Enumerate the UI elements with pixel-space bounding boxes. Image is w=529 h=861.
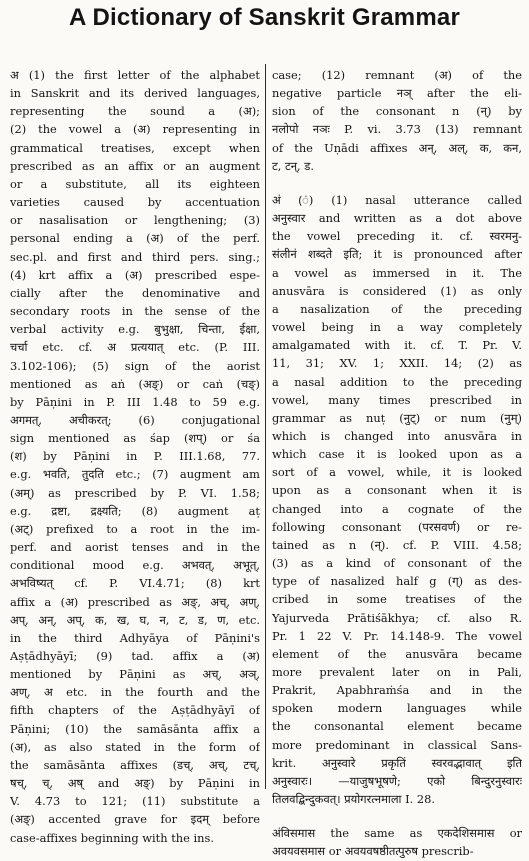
text-line: which is changed into anusvāra in xyxy=(272,428,522,443)
text-line: अनुस्वारः। —याजुषभूषणे; एको बिन्दुरनुस्वारः xyxy=(272,773,522,788)
text-line: more prevalent later on in Pali, xyxy=(272,665,522,679)
text-line: in Sanskrit and its derived languages, xyxy=(10,86,260,101)
text-line: 11, 31; XV. 1; XXII. 14; (2) as xyxy=(272,356,522,371)
text-line: Aṣṭādhyāyī; (9) tad. affix a (अ) xyxy=(10,649,260,663)
text-line: grammatical treatises, except when xyxy=(10,140,260,155)
text-line: अ (1) the first letter of the alphabet xyxy=(10,68,260,82)
text-line: spoken modern languages while xyxy=(272,701,522,716)
text-line: चर्चा etc. cf. अ प्रत्ययात् etc. (P. III. xyxy=(10,340,260,355)
entry-anusvara xyxy=(272,191,522,808)
text-line: अं (ं) (1) nasal utterance called xyxy=(272,192,522,207)
text-line: perf. and aorist tenses and in the xyxy=(10,540,260,555)
text-line: sign mentioned as śap (शप्) or śa xyxy=(10,431,260,446)
text-line: secondary roots in the sense of the xyxy=(10,304,260,319)
text-line: varieties caused by accentuation xyxy=(10,195,260,210)
text-line: V. 4.73 to 121; (11) substitute a xyxy=(10,794,260,809)
text-line: case; (12) remnant (अ) of the xyxy=(272,68,522,82)
text-line: अगमत्, अचीकरत्; (6) conjugational xyxy=(10,412,260,427)
text-line: नलोपो नञः P. vi. 3.73 (13) remnant xyxy=(272,122,522,137)
text-line: grammar as nuṭ (नुट्) or num (नुम्) xyxy=(272,410,522,425)
text-line: element of the anusvāra became xyxy=(272,646,522,661)
text-line: (अम्) as prescribed by P. VI. 1.58; xyxy=(10,485,260,500)
text-line: mentioned by Pāṇini as अच्, अञ्, xyxy=(10,667,260,682)
text-line: अभविष्यत् cf. P. VI.4.71; (8) krt xyxy=(10,576,260,591)
text-line: type of nasalized half g (ग्) as des- xyxy=(272,574,522,589)
text-line: verbal activity e.g. बुभुक्षा, चिन्ता, ईक्षा, xyxy=(10,322,260,337)
text-line: the vowel preceding it. cf. स्वरमनु- xyxy=(272,229,522,244)
text-line: (2) the vowel a (अ) representing in xyxy=(10,122,260,137)
text-line: or a substitute, all its eighteen xyxy=(10,176,260,191)
entry-a-continued xyxy=(272,66,522,175)
text-line: cribed in some treatises of the xyxy=(272,592,522,607)
right-column xyxy=(272,66,522,861)
text-line: षच्, च्, अष् and अङ्) by Pāṇini in xyxy=(10,776,260,791)
left-column xyxy=(10,66,260,847)
text-line: (अट्) prefixed to a root in the im- xyxy=(10,521,260,536)
text-line: in the third Adhyāya of Pāṇini's xyxy=(10,630,260,645)
text-line: mentioned as aṅ (अङ्) or caṅ (चङ्) xyxy=(10,376,260,391)
text-line: Yajurveda Prātiśākhya; cf. also R. xyxy=(272,610,522,625)
text-line: representing the sound a (अ); xyxy=(10,104,260,119)
text-line: vowel, many times prescribed in xyxy=(272,392,522,407)
text-line: Pr. 1 22 V. Pr. 14.148-9. The vowel xyxy=(272,628,522,643)
column-divider xyxy=(265,64,266,789)
text-line: sort of a vowel, while, it is looked xyxy=(272,465,522,480)
entry-amvisamasa xyxy=(272,824,522,860)
text-line: anusvāra is considered (1) as only xyxy=(272,283,522,298)
text-line: संलीनं शब्दते इति; it is pronounced after xyxy=(272,247,522,262)
page-title: A Dictionary of Sanskrit Grammar xyxy=(69,4,460,31)
entry-gap xyxy=(272,175,522,191)
text-line: negative particle नञ् after the eli- xyxy=(272,86,522,101)
text-line: the samāsānta affixes (डच्, अच्, टच्, xyxy=(10,757,260,772)
text-line: (अङ्) accented grave for इदम् before xyxy=(10,812,260,827)
text-line: fifth chapters of the Aṣṭādhyāyī of xyxy=(10,703,260,718)
text-line: changed into a cognate of the xyxy=(272,501,522,516)
text-line: upon as a consonant when it is xyxy=(272,483,522,498)
text-line: अंविसमास the same as एकदेशिसमास or xyxy=(272,826,522,841)
text-line: which case it is looked upon as a xyxy=(272,447,522,462)
text-line: (अ), as also stated in the form of xyxy=(10,739,260,754)
text-line: conditional mood e.g. अभवत्, अभूत्, xyxy=(10,558,260,573)
text-line: अनुस्वार and written as a dot above xyxy=(272,211,522,226)
text-line: 3.102-106); (5) sign of the aorist xyxy=(10,358,260,373)
text-line: अण्, अ etc. in the fourth and the xyxy=(10,685,260,700)
text-line: अप्, अन्, अप्, क, ख, घ, न, ट, ड, ण, etc. xyxy=(10,612,260,627)
text-line: case-affixes beginning with the ins. xyxy=(10,830,214,845)
text-line: or nasalisation or lengthening; (3) xyxy=(10,213,260,228)
entry-gap xyxy=(272,808,522,824)
text-line: more predominant in classical Sans- xyxy=(272,737,522,752)
text-line: of the Uṇādi affixes अन्, अल्, क, कन, xyxy=(272,140,522,155)
text-line: the consonantal element became xyxy=(272,719,522,734)
text-line: e.g. भवति, तुदति etc.; (7) augment am xyxy=(10,467,260,482)
text-line: (4) krt affix a (अ) prescribed espe- xyxy=(10,267,260,282)
text-line: personal ending a (अ) of the perf. xyxy=(10,231,260,246)
text-line: a nasal addition to the preceding xyxy=(272,374,522,389)
text-line: a nasalization of the preceding xyxy=(272,301,522,316)
text-line: अवयवसमास or अवयवषष्ठीतत्पुरुष prescrib- xyxy=(272,844,474,859)
text-line: sec.pl. and first and third pers. sing.; xyxy=(10,249,260,264)
text-line: cially after the denominative and xyxy=(10,285,260,300)
text-line: following consonant (परसवर्ण) or re- xyxy=(272,519,522,534)
text-line: amalgamated with it. cf. T. Pr. V. xyxy=(272,338,522,353)
text-line: (श) by Pāṇini in P. III.1.68, 77. xyxy=(10,449,260,464)
text-line: ट, टन्, ड. xyxy=(272,158,315,173)
text-line: vowel being in a way completely xyxy=(272,320,522,335)
text-line: by Pāṇini in P. III 1.48 to 59 e.g. xyxy=(10,394,260,409)
text-line: (3) as a kind of consonant of the xyxy=(272,556,522,571)
text-line: e.g. द्रष्टा, द्रक्ष्यति; (8) augment aṭ xyxy=(10,503,260,518)
text-line: Prakrit, Apabhraṁśa and in the xyxy=(272,683,522,698)
text-line: tained as n (न्). cf. P. VIII. 4.58; xyxy=(272,537,522,552)
text-line: a vowel as immersed in it. The xyxy=(272,265,522,280)
text-line: affix a (अ) prescribed as अङ्, अच्, अण्, xyxy=(10,594,260,609)
text-line: तिलवद्बिन्दुकवत्। प्रयोगरत्नमाला I. 28. xyxy=(272,792,435,807)
text-line: Pāṇini; (10) the samāsānta affix a xyxy=(10,721,260,736)
text-line: sion of the consonant n (न्) by xyxy=(272,104,522,119)
text-line: krit. अनुस्वारे प्रकृतिं स्वरवद्भावात् इति xyxy=(272,755,522,770)
text-line: prescribed as an affix or an augment xyxy=(10,158,260,173)
